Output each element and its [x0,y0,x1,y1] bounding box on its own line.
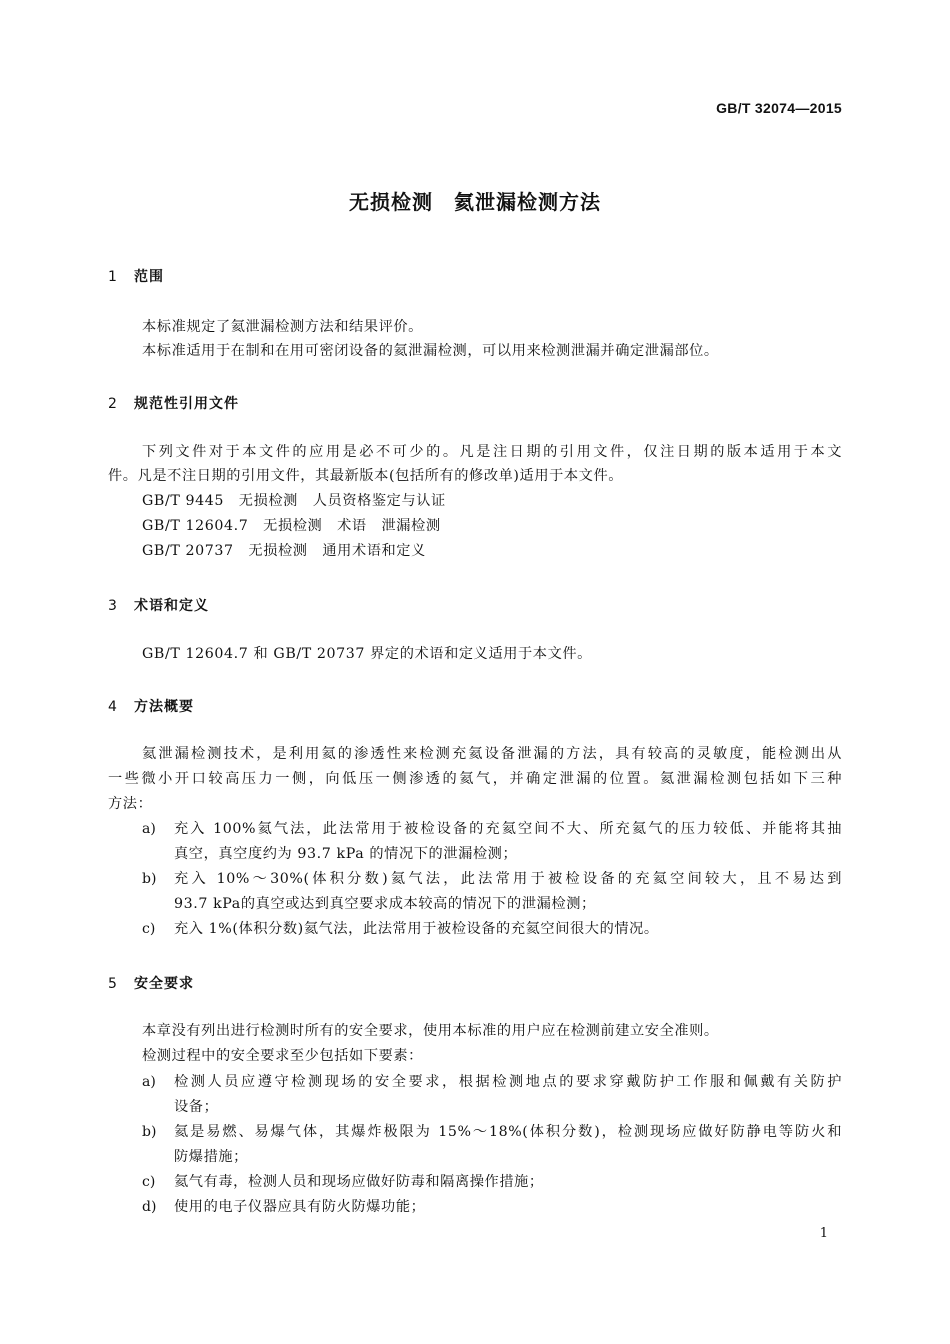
section-number: 5 [108,976,118,992]
list-item-text: 氦气有毒，检测人员和现场应做好防毒和隔离操作措施； [174,1174,544,1190]
section-title: 方法概要 [134,699,194,715]
section-title: 规范性引用文件 [134,396,239,412]
normative-reference: GB/T 9445 无损检测 人员资格鉴定与认证 [142,493,446,509]
list-item-text: 充入 100%氦气法，此法常用于被检设备的充氦空间不大、所充氦气的压力较低、并能将其抽 [174,821,842,837]
list-item-text: 检测人员应遵守检测现场的安全要求，根据检测地点的要求穿戴防护工作服和佩戴有关防护 [174,1074,842,1090]
list-item-text: 使用的电子仪器应具有防火防爆功能； [174,1199,426,1215]
page-number: 1 [819,1226,828,1241]
normative-reference: GB/T 12604.7 无损检测 术语 泄漏检测 [142,518,441,534]
paragraph: 本标准适用于在制和在用可密闭设备的氦泄漏检测，可以用来检测泄漏并确定泄漏部位。 [142,343,719,359]
section-number: 3 [108,598,118,614]
section-number: 4 [108,699,118,715]
section-title: 术语和定义 [134,598,209,614]
list-item-label: a) [142,821,156,837]
section-1-heading [108,266,164,286]
list-item-label: c) [142,921,156,937]
standard-number: GB/T 32074—2015 [716,100,842,116]
section-number: 1 [108,269,118,285]
list-item-label: a) [142,1074,156,1090]
list-item-text: 93.7 kPa的真空或达到真空要求成本较高的情况下的泄漏检测； [174,896,596,912]
list-item-label: d) [142,1199,157,1215]
paragraph: 本标准规定了氦泄漏检测方法和结果评价。 [142,319,423,335]
paragraph-line: 方法： [108,796,153,812]
section-2-heading [108,393,239,413]
paragraph: 检测过程中的安全要求至少包括如下要素： [142,1048,423,1064]
list-item-text: 设备； [174,1099,219,1115]
list-item-label: b) [142,871,157,887]
list-item-text: 氦是易燃、易爆气体，其爆炸极限为 15%～18%(体积分数)，检测现场应做好防静电等防火和 [174,1124,842,1140]
list-item-text: 真空，真空度约为 93.7 kPa 的情况下的泄漏检测； [174,846,518,862]
paragraph: 本章没有列出进行检测时所有的安全要求，使用本标准的用户应在检测前建立安全准则。 [142,1023,719,1039]
normative-reference: GB/T 20737 无损检测 通用术语和定义 [142,543,426,559]
section-number: 2 [108,396,118,412]
paragraph-line: 氦泄漏检测技术，是利用氦的渗透性来检测充氦设备泄漏的方法，具有较高的灵敏度，能检测出从 [142,746,842,762]
paragraph: GB/T 12604.7 和 GB/T 20737 界定的术语和定义适用于本文件。 [142,646,592,662]
paragraph-line: 下列文件对于本文件的应用是必不可少的。凡是注日期的引用文件，仅注日期的版本适用于本文 [142,444,842,460]
list-item-label: c) [142,1174,156,1190]
list-item-label: b) [142,1124,157,1140]
list-item-text: 充入 10%～30%(体积分数)氦气法，此法常用于被检设备的充氦空间较大，且不易达到 [174,871,842,887]
document-title: 无损检测 氦泄漏检测方法 [349,190,601,214]
list-item-text: 防爆措施； [174,1149,248,1165]
paragraph-line: 一些微小开口较高压力一侧，向低压一侧渗透的氦气，并确定泄漏的位置。氦泄漏检测包括如下三种 [108,771,842,787]
list-item-text: 充入 1%(体积分数)氦气法，此法常用于被检设备的充氦空间很大的情况。 [174,921,659,937]
section-title: 范围 [134,269,164,285]
section-5-heading [108,973,194,993]
paragraph-line: 件。凡是不注日期的引用文件，其最新版本(包括所有的修改单)适用于本文件。 [108,468,624,484]
section-title: 安全要求 [134,976,194,992]
section-4-heading [108,696,194,716]
section-3-heading [108,595,209,615]
